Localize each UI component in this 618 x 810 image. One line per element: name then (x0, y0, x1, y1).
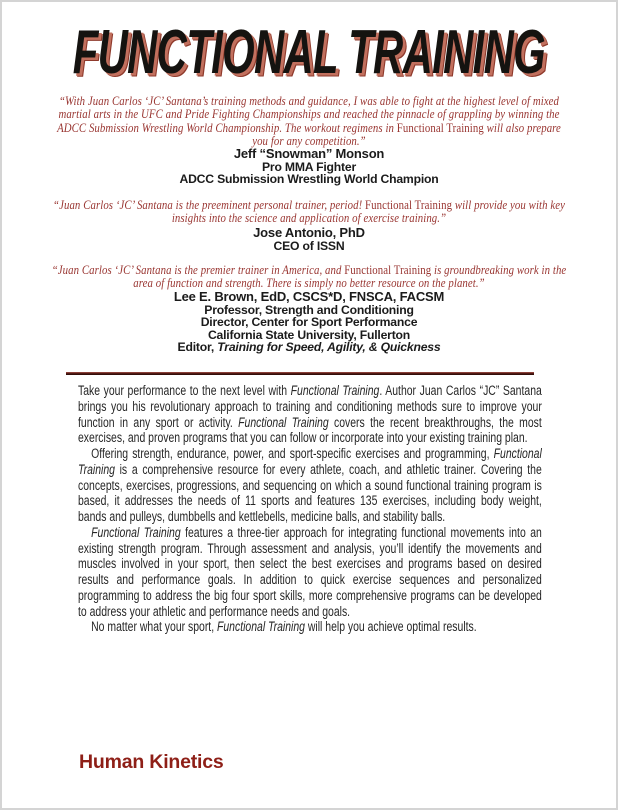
title-area (0, 18, 618, 87)
book-title: FUNCTIONAL TRAINING (72, 18, 546, 87)
body-paragraph: No matter what your sport, Functional Training will help you achieve optimal results. (91, 619, 477, 635)
endorser-credential: ADCC Submission Wrestling World Champion (179, 172, 439, 187)
endorsement-attribution-1 (0, 147, 618, 186)
endorser-name: Lee E. Brown, EdD, CSCS*D, FNSCA, FACSM (173, 289, 445, 304)
endorsement-attribution-3 (0, 290, 618, 354)
endorser-credential: Director, Center for Sport Performance (200, 315, 418, 330)
endorser-credential: Pro MMA Fighter (261, 160, 357, 174)
endorser-name: Jose Antonio, PhD (253, 225, 365, 240)
divider-rule (66, 372, 534, 375)
endorser-credential: CEO of ISSN (273, 239, 345, 253)
endorsement-quote-2: “Juan Carlos ‘JC’ Santana is the preeminent personal trainer, period! Functional Training will provide you with key insights into the science and application of exercise training.” (53, 197, 565, 226)
endorser-credential: Editor, Training for Speed, Agility, & Quickness (177, 340, 441, 355)
endorsement-quote-3: “Juan Carlos ‘JC’ Santana is the premier trainer in America, and Functional Training is groundbreaking work in the area of function and strength. There is simply no better resource on the planet.” (51, 262, 567, 291)
endorsement-attribution-2 (0, 226, 618, 252)
endorser-credential: California State University, Fullerton (207, 327, 411, 342)
endorser-name: Jeff “Snowman” Monson (233, 146, 385, 161)
body-paragraph: Functional Training features a three-tier approach for integrating functional movements into an existing strength program. Through assessment and analysis, you’ll identify the movements and muscles involved in your sport, then select the best exercises and programs based on desired results and performance goals. In addition to quick exercise sequences and personalized programming to address the big four sport skills, more comprehensive programs can be developed to address your athletic and performance needs and goals. (78, 524, 542, 619)
body-paragraph: Offering strength, endurance, power, and sport-specific exercises and programming, Functional Training is a comprehensive resource for every athlete, coach, and athletic trainer. Covering the concepts, exercises, progressions, and sequencing on which a sound functional training program is based, it addresses the needs of 11 sports and features 135 exercises, including body weight, bands and pulleys, dumbbells and kettlebells, medicine balls, and stability balls. (78, 446, 542, 524)
endorsement-quote-1: “With Juan Carlos ‘JC’ Santana’s training methods and guidance, I was able to fight at the highest level of mixed martial arts in the UFC and Pride Fighting Championships and reached the pinnacle of grappling by winning the ADCC Submission Wrestling World Championship. The workout regimens in Functional Training will also prepare you for any competition.” (57, 93, 561, 148)
publisher-logo: Human Kinetics (79, 751, 224, 773)
endorser-credential: Professor, Strength and Conditioning (204, 303, 414, 317)
body-paragraph: Take your performance to the next level with Functional Training. Author Juan Carlos “JC” Santana brings you his revolutionary approach to training and conditioning methods sure to improve your function in any sport or activity. Functional Training covers the recent breakthroughs, the most exercises, and proven programs that you can follow or incorporate into your existing training plan. (78, 383, 542, 446)
back-cover-description (78, 383, 542, 635)
